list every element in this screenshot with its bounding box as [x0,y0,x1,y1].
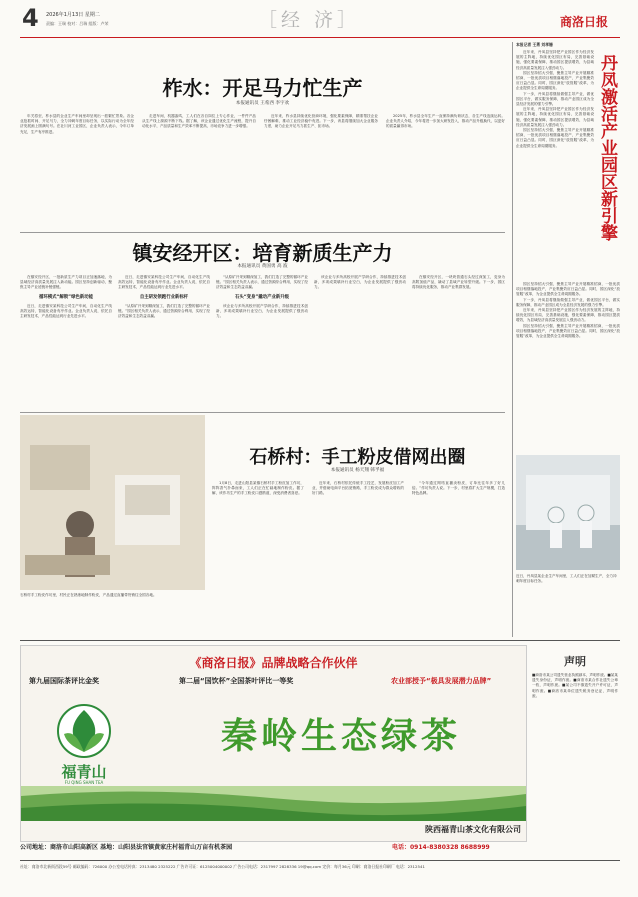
ad-slogan: 秦岭生态绿茶 [220,715,461,757]
article-column: 该企业与多所高校开展产学研合作，持续推进技术创新，多项成果填补行业空白，为企业发展提供了强劲动力。 [314,275,406,290]
date-line: 2026年1月13日 星期二 [46,12,100,18]
ad-address: 公司地址：商洛市山阳高新区 基地：山阳县法官镇黄家庄村福青山万亩有机茶园 [20,844,233,851]
footer-rule [20,860,620,861]
ad-phone: 电话：0914-8380328 8688999 [392,844,490,851]
sidebar-title: 丹凤激活产业园区新引擎 [597,54,617,241]
article-subhead: 循环模式“解锁”绿色新动能 [38,294,94,300]
sidebar-rule [512,42,513,637]
ad-award: 第九届国际茶评比金奖 [29,677,99,685]
article-byline: 本报通讯员 黄国勇 高 波 [237,264,288,269]
article-zhenan [20,235,505,415]
article-column: 1月8日，走进山阳县某镇石桥村手工粉皮加工作坊，阵阵香气扑鼻而来，工人们正在忙碌地制作粉皮。据了解，该作坊生产的手工粉皮口感筋道，深受消费者喜爱。 [212,481,304,496]
article-column: 年关将至，柞水县的企业生产车间里却呈现出一派繁忙景象。各企业抢抓时间、开足马力，全力冲刺年度目标任务，以实际行动为全年经济发展画上圆满句号。在社川河工业园区，企业负责人表示，今年订单充足，生产有序推进。 [20,114,134,134]
article-subhead: 石头“变身”撬动产业新升级 [234,294,290,300]
newspaper-logo: 商洛日报 [560,15,609,29]
article-photo [20,415,205,590]
page-header [0,0,638,42]
ad-block [20,645,527,842]
footer-info: 社址：商洛市北新街西段59号 邮政编码：726000 办公室电话传真：2313480 2325222 广告许可证：6125004000002 广告公司电话：2317997 2828336 19@qq.com 定价：每月36元 印刷：商洛日报社印刷厂 电话：2312541 [20,864,425,869]
statement-title: 声明 [564,655,586,668]
divider [20,412,505,413]
article-column: 2025年，柞水县全年生产一直保持满负荷状态，各生产线连续运转。企业负责人介绍，今年将进一步加大研发投入，推动产品升级换代，以更好的质量赢得市场。 [386,114,505,129]
article-column: “从原矿开采到精深加工，我们打造了完整的循环产业链。”园区相关负责人表示，通过资源综合利用，实现了经济效益和生态效益双赢。 石头“变身”撬动产业新升级 该企业与多所高校开展产学研合作，持续推进技术创新，多项成果填补行业空白，为企业发展提供了强劲动力。 [216,275,308,319]
brand-english: FU QING SHAN TEA [64,780,104,785]
tea-field-strip [21,786,526,821]
ad-heading: 《商洛日报》品牌战略合作伙伴 [189,656,358,670]
article-title: 石桥村：手工粉皮借网出圈 [249,447,466,468]
brand-name: 福青山 [61,763,107,781]
sidebar-photo [516,455,620,570]
article-column: 近日，走进镇安某科技公司生产车间，自动化生产线高效运转，智能化设备有序作业。企业负责人说，依托自主研发技术，产品性能达到行业先进水平。 自主研发领跑行业新标杆 “从原矿开采到精深加工，我们打造了完整的循环产业链。”园区相关负责人表示，通过资源综合利用，实现了经济效益和生态效益双赢。 [118,275,210,319]
article-column: 走进车间，机器轰鸣，工人们在各自岗位上专心作业，一件件产品从生产线上源源不断下线。据了解，该企业通过优化生产流程，提升自动化水平，产品质量和生产效率不断提高，市场竞争力进一步增强。 [142,114,256,129]
sidebar-byline: 本报记者 王勇 刘孝姗 [516,42,553,47]
article-column: 近年来，石桥村依托传统手工技艺，发展粉皮加工产业，并借助电商平台拓宽销路，手工粉皮成为群众增收的好门路。 [312,481,404,496]
editor-line: 责编：王瑞 校对：吕瑞 组版：卢荣 [46,21,109,26]
article-column: 在镇安经开区，一批新质生产力项目正加速落地，为县域经济高质量发展注入新动能。园区坚持创新驱动，聚焦主导产业延链补链强链。 循环模式“解锁”绿色新动能 近日，走进镇安某科技公司生产车间，自动化生产线高效运转，智能化设备有序作业。企业负责人说，依托自主研发技术，产品性能达到行业先进水平。 [20,275,112,319]
company-name: 陕西福青山茶文化有限公司 [425,825,521,834]
article-column: 近年来，柞水县持续优化营商环境，强化要素保障，精准帮扶企业纾困解难，推动工业经济稳中有进。下一步，该县将继续加大企业服务力度，助力企业开足马力抓生产、拓市场。 [264,114,378,129]
article-shiqiao [20,415,505,615]
article-zuoshui [20,42,505,237]
photo-caption: 近日，丹凤县某企业生产车间里，工人们正在加紧生产，全力冲刺年度目标任务。 [516,574,617,583]
factory-photo-icon [516,455,620,570]
article-title: 镇安经开区：培育新质生产力 [132,241,393,265]
divider [20,232,505,233]
page-number: 4 [22,4,39,32]
article-column: 在镇安经开区，一块块普通石头经过深加工，变身为高附加值产品，撬动了县域产业转型升级。下一步，园区将持续优化服务，推动产业集群发展。 [412,275,505,290]
article-column: “今年通过网络直播卖粉皮，订单比往年多了好几倍。”作坊负责人说。下一步，村里将扩大生产规模，打造特色品牌。 [412,481,505,496]
article-byline: 本报通讯员 杨天翔 韩孚福 [330,468,385,473]
tea-field-icon [21,786,526,821]
photo-caption: 石桥村手工粉皮作坊里，村民正在熟练地制作粉皮，产品通过直播带货销往全国各地。 [20,593,157,597]
statement-text: ■商洛市某公司遗失营业执照副本，声明作废。■某某遗失身份证，声明作废。■商洛市某合作社遗失公章一枚，声明作废。■某公司不慎遗失开户许可证，声明作废。■商洛市某单位遗失税务登记证，声明作废。 [532,673,618,698]
header-rule [20,37,620,38]
ad-award: 农业部授予“极具发展潜力品牌” [391,677,492,685]
article-subhead: 自主研发领跑行业新标杆 [139,294,189,300]
sidebar-text: 近年来，丹凤县坚持把产业园区作为经济发展的主阵地，持续优化园区布局，完善基础设施，强化要素保障，推动园区提质增效，为县域经济高质量发展注入强劲动力。 园区坚持招大引强，聚焦主导产业开展精准招商，一批优质项目相继落地投产，产业集聚效应日益凸显。同时，园区深化“放管服”改革，为企业提供全生命周期服务。 下一步，丹凤县将继续做强主导产业，做优园区平台，做实服务保障，推动产业园区成为全县经济发展的强力引擎。 近年来，丹凤县坚持把产业园区作为经济发展的主阵地，持续优化园区布局，完善基础设施，强化要素保障，推动园区提质增效，为县域经济高质量发展注入强劲动力。 园区坚持招大引强，聚焦主导产业开展精准招商，一批优质项目相继落地投产，产业集聚效应日益凸显。同时，园区深化“放管服”改革，为企业提供全生命周期服务。 [516,50,594,148]
workshop-photo-icon [20,415,205,590]
statement-box [530,645,620,855]
section-title: ［经 济］ [258,9,361,31]
sidebar-text: 园区坚持招大引强，聚焦主导产业开展精准招商，一批优质项目相继落地投产，产业集聚效应日益凸显。同时，园区深化“放管服”改革，为企业提供全生命周期服务。 下一步，丹凤县将继续做强主导产业，做优园区平台，做实服务保障，推动产业园区成为全县经济发展的强力引擎。 近年来，丹凤县坚持把产业园区作为经济发展的主阵地，持续优化园区布局，完善基础设施，强化要素保障，推动园区提质增效，为县域经济高质量发展注入强劲动力。 园区坚持招大引强，聚焦主导产业开展精准招商，一批优质项目相继落地投产，产业集聚效应日益凸显。同时，园区深化“放管服”改革，为企业提供全生命周期服务。 [516,282,620,339]
ad-award: 第二届“国饮杯”全国茶叶评比一等奖 [179,677,294,685]
divider [20,640,620,641]
article-byline: 本报通讯员 王希西 李宇欢 [235,101,290,106]
article-title: 柞水：开足马力忙生产 [162,76,363,100]
